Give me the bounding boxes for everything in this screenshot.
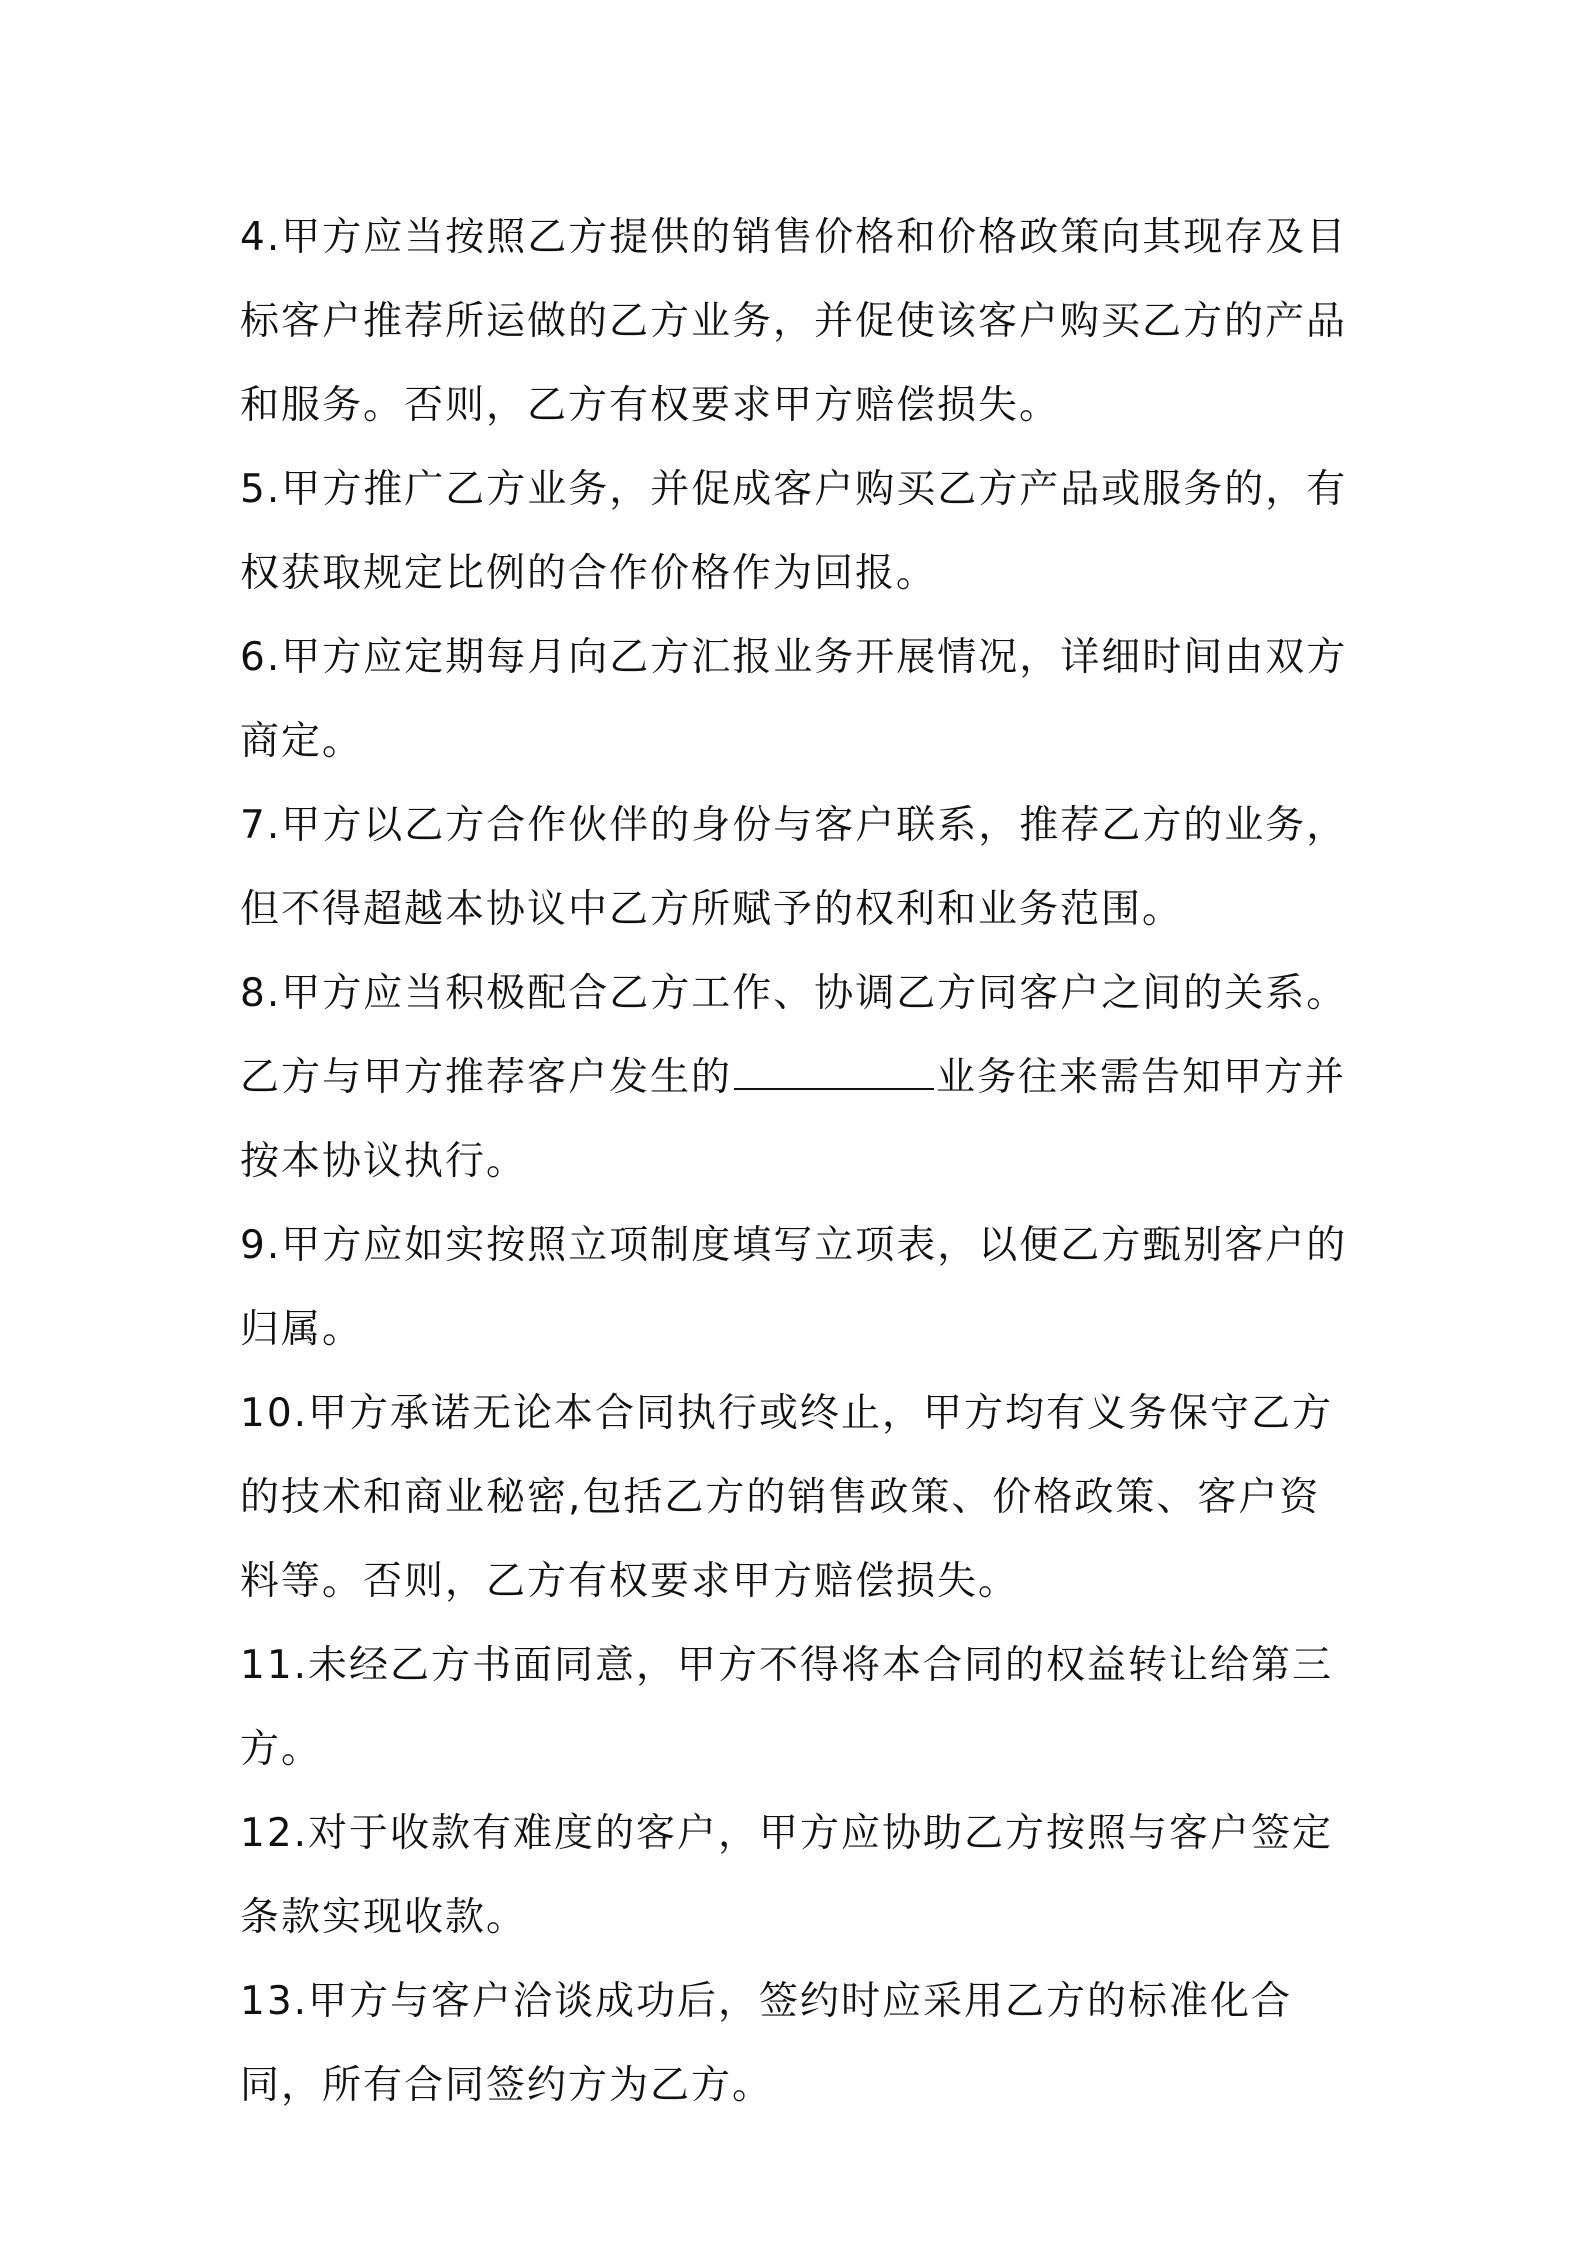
- clause-8-text-after: 业务往来需告知甲方并按本协议执行。: [240, 1055, 1347, 1184]
- fill-in-blank: [734, 1087, 934, 1090]
- clause-8-text-before: 8.甲方应当积极配合乙方工作、协调乙方同客户之间的关系。乙方与甲方推荐客户发生的: [240, 971, 1348, 1100]
- clause-7: 7.甲方以乙方合作伙伴的身份与客户联系，推荐乙方的业务，但不得超越本协议中乙方所赋予的权利和业务范围。: [240, 803, 1348, 932]
- clause-10: 10.甲方承诺无论本合同执行或终止，甲方均有义务保守乙方的技术和商业秘密,包括乙方的销售政策、价格政策、客户资料等。否则，乙方有权要求甲方赔偿损失。: [240, 1391, 1334, 1604]
- clause-6: 6.甲方应定期每月向乙方汇报业务开展情况，详细时间由双方商定。: [240, 635, 1348, 764]
- clause-5: 5.甲方推广乙方业务，并促成客户购买乙方产品或服务的，有权获取规定比例的合作价格作为回报。: [240, 467, 1348, 596]
- clause-4: 4.甲方应当按照乙方提供的销售价格和价格政策向其现存及目标客户推荐所运做的乙方业务，并促使该客户购买乙方的产品和服务。否则，乙方有权要求甲方赔偿损失。: [240, 215, 1348, 428]
- clause-8: [240, 952, 1350, 1204]
- clause-11: 11.未经乙方书面同意，甲方不得将本合同的权益转让给第三方。: [240, 1643, 1334, 1772]
- contract-clauses: [240, 196, 1350, 2128]
- clause-12: 12.对于收款有难度的客户，甲方应协助乙方按照与客户签定条款实现收款。: [240, 1811, 1334, 1940]
- clause-13: 13.甲方与客户洽谈成功后，签约时应采用乙方的标准化合同，所有合同签约方为乙方。: [240, 1979, 1293, 2108]
- clause-9: 9.甲方应如实按照立项制度填写立项表，以便乙方甄别客户的归属。: [240, 1223, 1348, 1352]
